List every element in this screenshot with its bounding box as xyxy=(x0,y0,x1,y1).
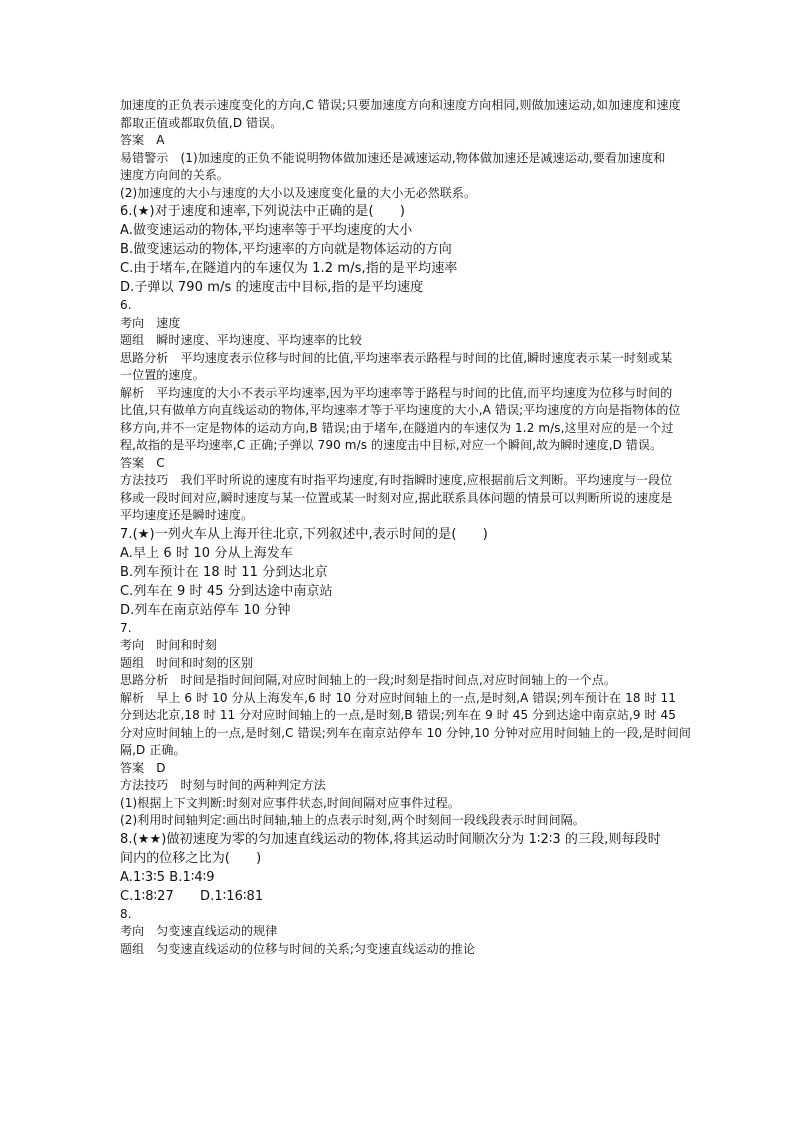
text-line: 6.(★)对于速度和速率,下列说法中正确的是( ) xyxy=(120,204,406,219)
text-line: 程,故指的是平均速率,C 正确;子弹以 790 m/s 的速度击中目标,对应一个瞬间,故为瞬时速度,D 错误。 xyxy=(120,438,663,452)
text-line: 方法技巧 时刻与时间的两种判定方法 xyxy=(120,778,326,792)
text-line: 答案 C xyxy=(120,455,165,470)
document-page xyxy=(120,97,691,958)
text-line: 考向 时间和时刻 xyxy=(120,638,217,652)
text-line: C.列车在 9 时 45 分到达途中南京站 xyxy=(120,583,333,599)
text-line: C.1∶8∶27 D.1∶16∶81 xyxy=(120,888,264,904)
text-line: 加速度的正负表示速度变化的方向,C 错误;只要加速度方向和速度方向相同,则做加速运动,如加速度和速度 xyxy=(120,98,681,112)
text-line: 8. xyxy=(120,906,132,921)
text-line: B.做变速运动的物体,平均速率的方向就是物体运动的方向 xyxy=(120,242,452,257)
text-line: D.列车在南京站停车 10 分钟 xyxy=(120,602,291,618)
text-line: 题组 匀变速直线运动的位移与时间的关系;匀变速直线运动的推论 xyxy=(120,941,476,956)
text-line: 6. xyxy=(120,298,132,312)
text-line: 分到达北京,18 时 11 分对应时间轴上的一点,是时刻,B 错误;列车在 9 时 45 分到达途中南京站,9 时 45 xyxy=(120,708,677,722)
text-line: A.早上 6 时 10 分从上海发车 xyxy=(120,545,293,561)
text-line: 考向 匀变速直线运动的规律 xyxy=(120,924,278,938)
text-line: 易错警示 (1)加速度的正负不能说明物体做加速还是减速运动,物体做加速还是减速运动,要看加速度和 xyxy=(120,150,666,165)
text-line: (1)根据上下文判断:时刻对应事件状态,时间间隔对应事件过程。 xyxy=(120,795,460,810)
text-line: 思路分析 平均速度表示位移与时间的比值,平均速率表示路程与时间的比值,瞬时速度表示某一时刻或某 xyxy=(120,350,673,365)
text-line: 方法技巧 我们平时所说的速度有时指平均速度,有时指瞬时速度,应根据前后文判断。平均速度与一段位 xyxy=(120,473,673,487)
text-line: 移方向,并不一定是物体的运动方向,B 错误;由于堵车,在隧道内的车速仅为 1.2 m/s,这里对应的是一个过 xyxy=(120,420,674,435)
text-line: 7.(★)一列火车从上海开往北京,下列叙述中,表示时间的是( ) xyxy=(120,526,488,542)
text-line: 速度方向间的关系。 xyxy=(120,168,229,182)
text-line: A.做变速运动的物体,平均速率等于平均速度的大小 xyxy=(120,223,413,238)
text-line: 解析 平均速度的大小不表示平均速率,因为平均速率等于路程与时间的比值,而平均速度为位移与时间的 xyxy=(120,385,673,400)
text-line: 隔,D 正确。 xyxy=(120,743,186,757)
text-line: (2)利用时间轴判定:画出时间轴,轴上的点表示时刻,两个时刻间一段线段表示时间间隔。 xyxy=(120,813,585,827)
text-line: 考向 速度 xyxy=(120,315,181,330)
text-line: 移或一段时间对应,瞬时速度与某一位置或某一时刻对应,据此联系具体问题的情景可以判断所说的速度是 xyxy=(120,490,673,505)
text-line: 7. xyxy=(120,620,132,635)
text-line: D.子弹以 790 m/s 的速度击中目标,指的是平均速度 xyxy=(120,280,424,295)
text-line: 间内的位移之比为( ) xyxy=(120,850,262,866)
text-line: B.列车预计在 18 时 11 分到达北京 xyxy=(120,564,328,580)
text-line: 题组 时间和时刻的区别 xyxy=(120,655,254,670)
text-line: A.1∶3∶5 B.1∶4∶9 xyxy=(120,869,215,885)
text-line: 8.(★★)做初速度为零的匀加速直线运动的物体,将其运动时间顺次分为 1∶2∶3 的三段,则每段时 xyxy=(120,831,661,847)
text-line: 分对应时间轴上的一点,是时刻,C 错误;列车在南京站停车 10 分钟,10 分钟对应用时间轴上的一段,是时间间 xyxy=(120,725,691,740)
text-line: 一位置的速度。 xyxy=(120,368,205,382)
text-line: C.由于堵车,在隧道内的车速仅为 1.2 m/s,指的是平均速率 xyxy=(120,261,458,276)
text-line: 答案 A xyxy=(120,133,165,147)
text-line: 思路分析 时间是指时间间隔,对应时间轴上的一段;时刻是指时间点,对应时间轴上的一个点。 xyxy=(120,673,616,687)
text-line: 都取正值或都取负值,D 错误。 xyxy=(120,115,283,130)
text-line: (2)加速度的大小与速度的大小以及速度变化量的大小无必然联系。 xyxy=(120,185,477,200)
text-line: 答案 D xyxy=(120,760,166,775)
text-line: 解析 早上 6 时 10 分从上海发车,6 时 10 分对应时间轴上的一点,是时刻,A 错误;列车预计在 18 时 11 xyxy=(120,690,677,705)
text-line: 比值,只有做单方向直线运动的物体,平均速率才等于平均速度的大小,A 错误;平均速度的方向是指物体的位 xyxy=(120,403,681,417)
text-line: 平均速度还是瞬时速度。 xyxy=(120,508,254,522)
text-line: 题组 瞬时速度、平均速度、平均速率的比较 xyxy=(120,333,363,347)
